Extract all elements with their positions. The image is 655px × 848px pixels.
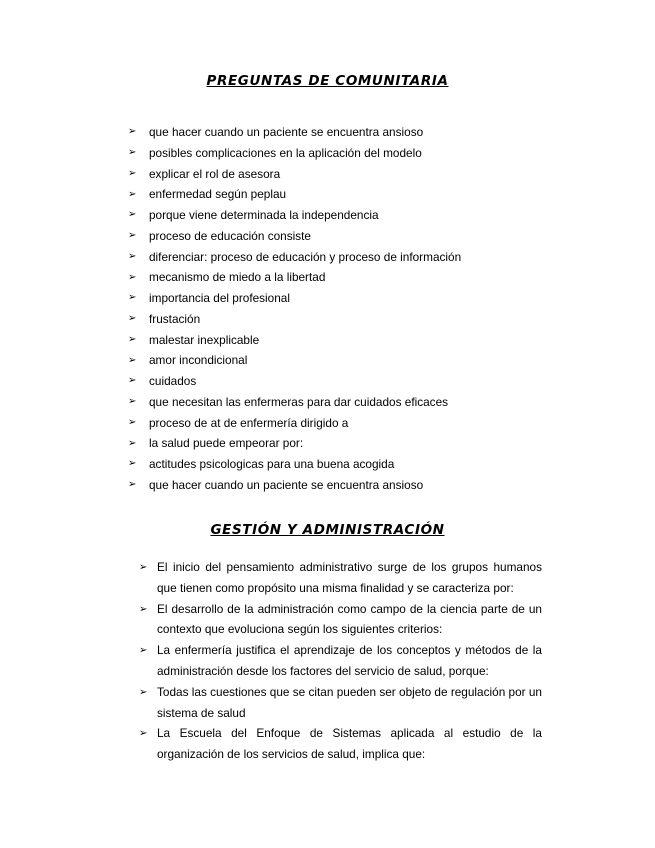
arrowhead-bullet-icon: ➢ (139, 603, 148, 615)
list-item-text: la salud puede empeorar por: (149, 436, 304, 451)
list-item-text: enfermedad según peplau (149, 187, 287, 202)
arrowhead-bullet-icon: ➢ (139, 562, 148, 573)
list-item (128, 350, 461, 371)
arrowhead-bullet-icon: ➢ (128, 313, 137, 325)
arrowhead-bullet-icon: ➢ (128, 126, 137, 138)
list-item (128, 184, 461, 205)
list-item (128, 454, 461, 475)
list-item (128, 143, 461, 164)
list-item (128, 164, 461, 185)
list-item-text: diferenciar: proceso de educación y proceso de información (149, 249, 462, 264)
arrowhead-bullet-icon: ➢ (128, 250, 137, 262)
comunitaria-question-list (128, 122, 461, 496)
gestion-question-list (139, 557, 542, 765)
list-item (128, 330, 461, 351)
list-item-text: Todas las cuestiones que se citan pueden ser objeto de regulación por un sistema de salud (157, 684, 542, 720)
list-item-text: porque viene determinada la independencia (149, 208, 379, 222)
arrowhead-bullet-icon: ➢ (139, 645, 148, 657)
list-item (139, 640, 542, 682)
arrowhead-bullet-icon: ➢ (128, 271, 137, 283)
arrowhead-bullet-icon: ➢ (139, 686, 148, 698)
arrowhead-bullet-icon: ➢ (128, 416, 137, 428)
list-item-text: frustación (149, 311, 201, 326)
list-item-text: que necesitan las enfermeras para dar cuidados eficaces (149, 394, 449, 409)
list-item-text: explicar el rol de asesora (149, 166, 281, 181)
arrowhead-bullet-icon: ➢ (128, 333, 137, 345)
list-item (128, 309, 461, 330)
arrowhead-bullet-icon: ➢ (128, 147, 137, 159)
list-item (128, 267, 461, 288)
list-item-text: amor incondicional (149, 353, 248, 368)
list-item (139, 682, 542, 724)
section-title-preguntas-comunitaria: PREGUNTAS DE COMUNITARIA (206, 73, 449, 89)
list-item (128, 413, 461, 434)
list-item (128, 205, 461, 226)
arrowhead-bullet-icon: ➢ (128, 188, 137, 200)
list-item (128, 226, 461, 247)
arrowhead-bullet-icon: ➢ (128, 479, 137, 491)
list-item-text: importancia del profesional (149, 291, 290, 305)
list-item (128, 433, 461, 454)
list-item (128, 122, 461, 143)
list-item-text: que hacer cuando un paciente se encuentra ansioso (149, 125, 424, 139)
arrowhead-bullet-icon: ➢ (128, 354, 137, 366)
list-item-text: actitudes psicologicas para una buena acogida (149, 457, 395, 471)
list-item-text: que hacer cuando un paciente se encuentra ansioso (149, 477, 424, 492)
list-item (128, 288, 461, 309)
list-item (139, 723, 542, 765)
arrowhead-bullet-icon: ➢ (128, 375, 137, 387)
list-item (128, 371, 461, 392)
list-item-text: posibles complicaciones en la aplicación del modelo (149, 145, 422, 160)
list-item-text: El inicio del pensamiento administrativo surge de los grupos humanos que tienen como propósito una misma finalidad y se caracteriza por: (157, 560, 542, 595)
list-item-text: malestar inexplicable (149, 332, 260, 347)
list-item-text: La Escuela del Enfoque de Sistemas aplicada al estudio de la organización de los servicios de salud, implica que: (157, 726, 542, 762)
arrowhead-bullet-icon: ➢ (128, 167, 137, 179)
list-item (139, 557, 542, 599)
arrowhead-bullet-icon: ➢ (128, 230, 137, 242)
list-item (128, 392, 461, 413)
list-item-text: mecanismo de miedo a la libertad (149, 270, 326, 285)
arrowhead-bullet-icon: ➢ (128, 396, 137, 408)
arrowhead-bullet-icon: ➢ (128, 437, 137, 449)
list-item-text: El desarrollo de la administración como campo de la ciencia parte de un contexto que evoluciona según los siguientes criterios: (157, 601, 542, 637)
arrowhead-bullet-icon: ➢ (128, 209, 137, 221)
list-item-text: proceso de at de enfermería dirigido a (149, 415, 349, 430)
list-item (128, 247, 461, 268)
list-item-text: La enfermería justifica el aprendizaje de los conceptos y métodos de la administración desde los factores del servicio de salud, porque: (157, 643, 542, 678)
list-item (128, 475, 461, 496)
list-item (139, 599, 542, 641)
arrowhead-bullet-icon: ➢ (139, 728, 148, 740)
section-title-gestion-administracion: GESTIÓN Y ADMINISTRACIÓN (210, 522, 445, 538)
list-item-text: proceso de educación consiste (149, 228, 311, 243)
list-item-text: cuidados (149, 374, 197, 388)
arrowhead-bullet-icon: ➢ (128, 458, 137, 470)
arrowhead-bullet-icon: ➢ (128, 292, 137, 304)
